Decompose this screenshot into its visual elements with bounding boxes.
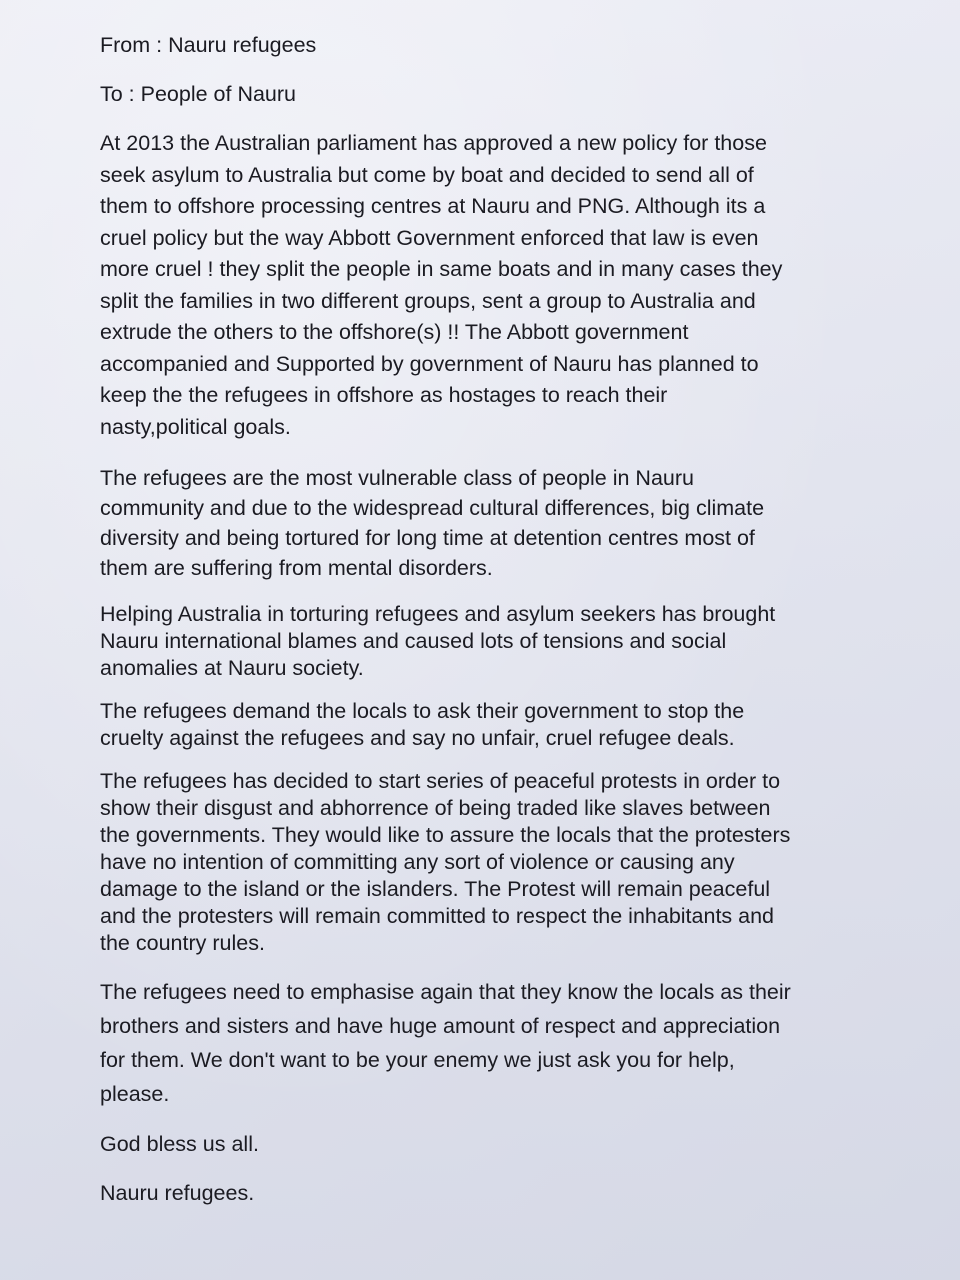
paragraph-line: Nauru international blames and caused lots of tensions and social bbox=[100, 629, 727, 653]
paragraph-6 bbox=[100, 975, 868, 1111]
paragraph-line: The refugees demand the locals to ask their government to stop the bbox=[100, 699, 745, 723]
paragraph-line: accompanied and Supported by government of Nauru has planned to bbox=[100, 351, 759, 376]
paragraph-line: keep the the refugees in offshore as hostages to reach their bbox=[100, 383, 668, 407]
paragraph-line: Helping Australia in torturing refugees and asylum seekers has brought bbox=[100, 602, 776, 626]
paragraph-line: cruel policy but the way Abbott Government enforced that law is even bbox=[100, 225, 759, 250]
paragraph-line: them are suffering from mental disorders. bbox=[100, 556, 493, 580]
paragraph-line: have no intention of committing any sort of violence or causing any bbox=[100, 850, 735, 874]
paragraph-line: seek asylum to Australia but come by boat and decided to send all of bbox=[100, 162, 754, 187]
paragraph-line: please. bbox=[100, 1082, 170, 1106]
paragraph-line: The refugees are the most vulnerable class of people in Nauru bbox=[100, 466, 694, 490]
letter-to: To : People of Nauru bbox=[100, 82, 297, 106]
paragraph-line: nasty,political goals. bbox=[100, 414, 291, 439]
paragraph-5 bbox=[100, 768, 868, 957]
paragraph-line: for them. We don't want to be your enemy we just ask you for help, bbox=[100, 1048, 735, 1072]
paragraph-line: extrude the others to the offshore(s) !! The Abbott government bbox=[100, 320, 689, 344]
paragraph-line: At 2013 the Australian parliament has approved a new policy for those bbox=[100, 131, 767, 155]
paragraph-line: them to offshore processing centres at Nauru and PNG. Although its a bbox=[100, 194, 766, 218]
paragraph-4 bbox=[100, 698, 868, 752]
paragraph-3 bbox=[100, 601, 868, 682]
paragraph-line: diversity and being tortured for long time at detention centres most of bbox=[100, 526, 755, 550]
paragraph-line: split the families in two different groups, sent a group to Australia and bbox=[100, 288, 756, 313]
letter-signature: Nauru refugees. bbox=[100, 1181, 255, 1205]
paragraph-line: show their disgust and abhorrence of being traded like slaves between bbox=[100, 796, 771, 820]
letter-closing: God bless us all. bbox=[100, 1132, 259, 1156]
letter-from: From : Nauru refugees bbox=[100, 33, 317, 57]
paragraph-line: the governments. They would like to assure the locals that the protesters bbox=[100, 823, 791, 847]
paragraph-line: and the protesters will remain committed to respect the inhabitants and bbox=[100, 904, 775, 928]
paragraph-line: brothers and sisters and have huge amount of respect and appreciation bbox=[100, 1014, 781, 1038]
paragraph-line: cruelty against the refugees and say no unfair, cruel refugee deals. bbox=[100, 726, 735, 750]
paragraph-1 bbox=[100, 128, 868, 443]
paragraph-line: The refugees need to emphasise again that they know the locals as their bbox=[100, 980, 791, 1004]
paragraph-2 bbox=[100, 463, 868, 583]
paragraph-line: more cruel ! they split the people in same boats and in many cases they bbox=[100, 257, 783, 281]
paragraph-line: community and due to the widespread cultural differences, big climate bbox=[100, 496, 765, 520]
paragraph-line: damage to the island or the islanders. The Protest will remain peaceful bbox=[100, 877, 771, 901]
paragraph-line: the country rules. bbox=[100, 931, 265, 955]
paragraph-line: anomalies at Nauru society. bbox=[100, 656, 364, 680]
paragraph-line: The refugees has decided to start series of peaceful protests in order to bbox=[100, 769, 781, 793]
